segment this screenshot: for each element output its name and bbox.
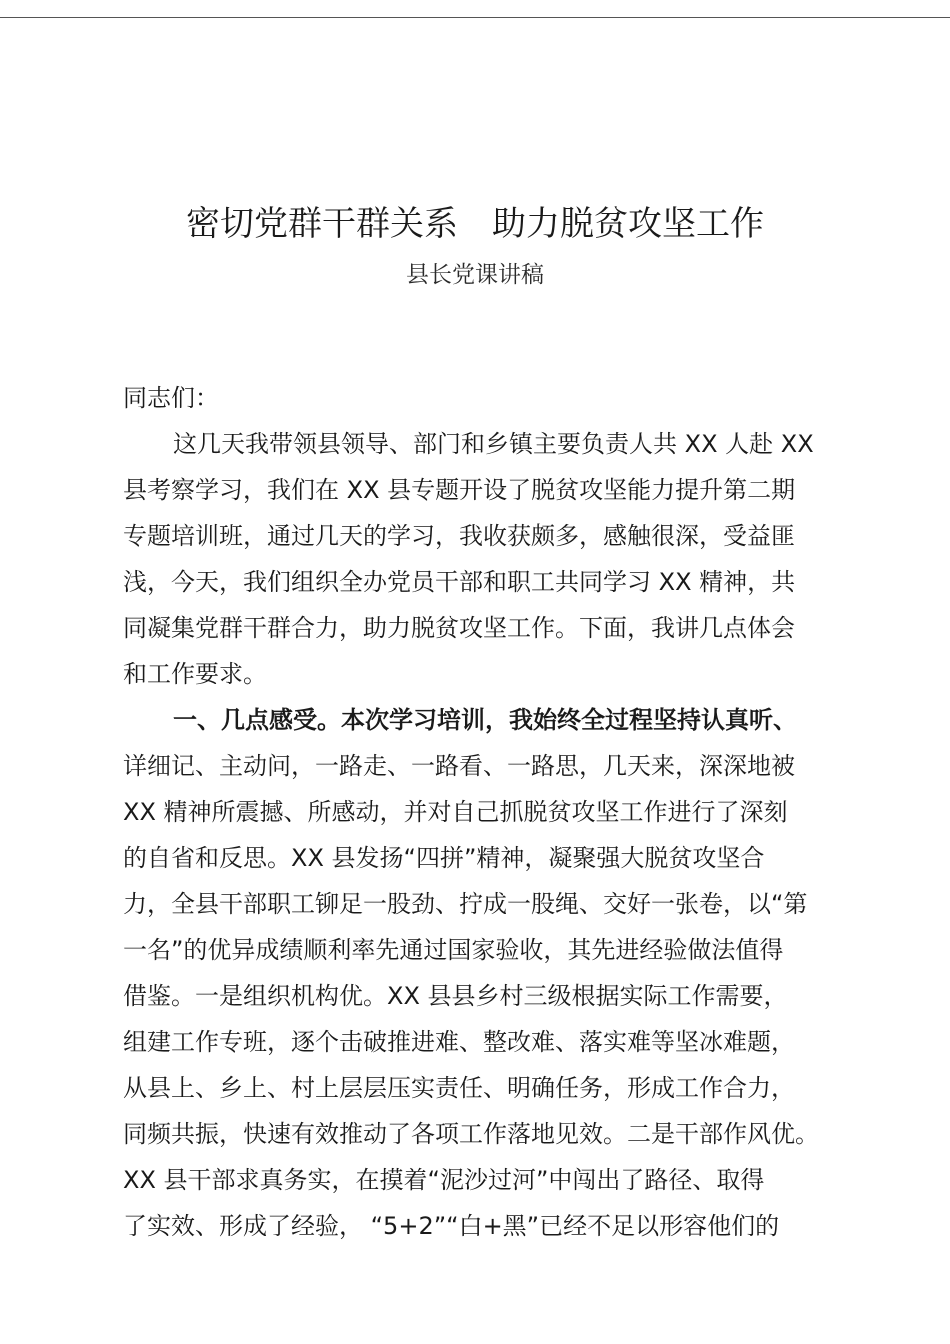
paragraph-line: 专题培训班，通过几天的学习，我收获颇多，感触很深，受益匪 [123,522,795,550]
paragraph-line: 的自省和反思。XX 县发扬“四拼”精神，凝聚强大脱贫攻坚合 [123,844,765,872]
paragraph-line: 借鉴。一是组织机构优。XX 县县乡村三级根据实际工作需要， [123,982,788,1010]
paragraph-line: 同凝集党群干群合力，助力脱贫攻坚工作。下面，我讲几点体会 [123,614,795,642]
paragraph-line: 一名”的优异成绩顺利率先通过国家验收，其先进经验做法值得 [123,936,784,964]
title-part-1: 密切党群干群关系 [186,204,458,244]
paragraph-line: 和工作要求。 [123,660,267,688]
paragraph-line: 浅，今天，我们组织全办党员干部和职工共同学习 XX 精神，共 [123,568,796,596]
document-subtitle: 县长党课讲稿 [406,262,544,288]
title-part-2: 助力脱贫攻坚工作 [492,204,764,244]
paragraph-line: 力，全县干部职工铆足一股劲、拧成一股绳、交好一张卷，以“第 [123,890,808,918]
document-title [0,200,950,248]
header-rule [0,17,950,18]
paragraph-line: 详细记、主动问，一路走、一路看、一路思，几天来，深深地被 [123,752,795,780]
paragraph-line: 了实效、形成了经验， “5+2”“白+黑”已经不足以形容他们的 [123,1212,780,1240]
section-heading-line: 一、几点感受。本次学习培训，我始终全过程坚持认真听、 [173,706,797,734]
paragraph-line: 同频共振，快速有效推动了各项工作落地见效。二是干部作风优。 [123,1120,819,1148]
paragraph-line: 从县上、乡上、村上层层压实责任、明确任务，形成工作合力， [123,1074,795,1102]
paragraph-line: 县考察学习，我们在 XX 县专题开设了脱贫攻坚能力提升第二期 [123,476,796,504]
paragraph-line: XX 县干部求真务实，在摸着“泥沙过河”中闯出了路径、取得 [123,1166,765,1194]
salutation: 同志们： [123,384,219,412]
paragraph-line: 这几天我带领县领导、部门和乡镇主要负责人共 XX 人赴 XX [173,430,814,458]
paragraph-line: 组建工作专班，逐个击破推进难、整改难、落实难等坚冰难题， [123,1028,795,1056]
paragraph-line: XX 精神所震撼、所感动，并对自己抓脱贫攻坚工作进行了深刻 [123,798,788,826]
